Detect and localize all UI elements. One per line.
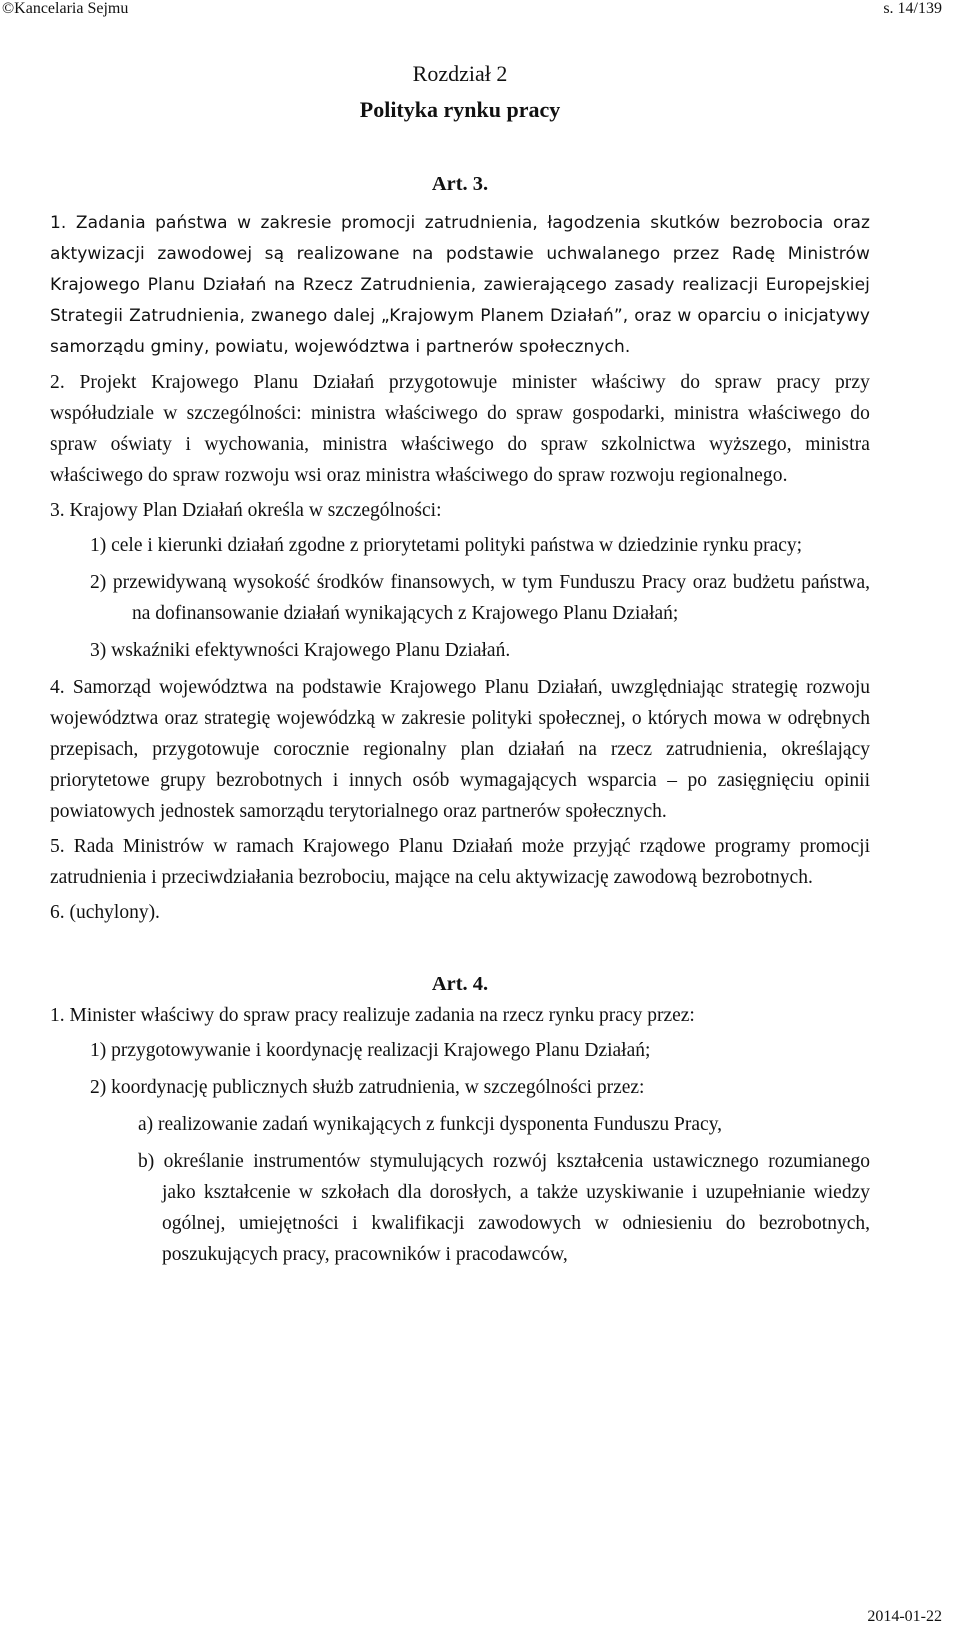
art4-paragraph-1-item-2: 2) koordynację publicznych służb zatrudnienia, w szczególności przez:	[90, 1077, 645, 1098]
article-4-heading: Art. 4.	[431, 973, 489, 995]
art3-paragraph-5: 5. Rada Ministrów w ramach Krajowego Planu Działań może przyjąć rządowe programy promocji zatrudnienia i przeciwdziałania bezrobociu, mające na celu aktywizację zawodową bezrobotnych.	[50, 836, 870, 888]
chapter-title: Polityka rynku pracy	[359, 97, 561, 122]
document-body	[50, 56, 870, 1276]
art3-paragraph-4: 4. Samorząd województwa na podstawie Krajowego Planu Działań, uwzględniając strategię rozwoju województwa oraz strategię wojewódzką w zakresie polityki społecznej, o których mowa w odrębnych przepisach, przygotowuje corocznie regionalny plan działań na rzecz zatrudnienia, określający priorytetowe grupy bezrobotnych i innych osób wymagających wsparcia – po zasięgnięciu opinii powiatowych jednostek samorządu terytorialnego oraz partnerów społecznych.	[50, 677, 870, 822]
document-date: 2014-01-22	[867, 1608, 942, 1625]
art3-paragraph-3: 3. Krajowy Plan Działań określa w szczególności:	[50, 500, 442, 521]
art3-paragraph-1: 1. Zadania państwa w zakresie promocji zatrudnienia, łagodzenia skutków bezrobocia oraz aktywizacji zawodowej są realizowane na podstawie uchwalanego przez Radę Ministrów Krajowego Planu Działań na Rzecz Zatrudnienia, zawierającego zasady realizacji Europejskiej Strategii Zatrudnienia, zwanego dalej „Krajowym Planem Działań”, oraz w oparciu o inicjatywy samorządu gminy, powiatu, województwa i partnerów społecznych.	[50, 213, 870, 357]
art3-paragraph-6: 6. (uchylony).	[50, 902, 160, 923]
art4-paragraph-1: 1. Minister właściwy do spraw pracy realizuje zadania na rzecz rynku pracy przez:	[50, 1005, 695, 1026]
art3-paragraph-3-item-3: 3) wskaźniki efektywności Krajowego Planu Działań.	[90, 640, 511, 661]
publisher-label: ©Kancelaria Sejmu	[2, 0, 129, 17]
art3-paragraph-3-item-2: 2) przewidywaną wysokość środków finansowych, w tym Funduszu Pracy oraz budżetu państwa, na dofinansowanie działań wynikających z Krajowego Planu Działań;	[90, 572, 870, 624]
chapter-label: Rozdział 2	[412, 61, 508, 86]
art4-subitem-a: a) realizowanie zadań wynikających z funkcji dysponenta Funduszu Pracy,	[138, 1114, 723, 1135]
page-number: s. 14/139	[883, 0, 942, 17]
art3-paragraph-2: 2. Projekt Krajowego Planu Działań przygotowuje minister właściwy do spraw pracy przy współudziale w szczególności: ministra właściwego do spraw gospodarki, ministra właściwego do spraw oświaty i wychowania, ministra właściwego do spraw szkolnictwa wyższego, ministra właściwego do spraw rozwoju wsi oraz ministra właściwego do spraw rozwoju regionalnego.	[50, 372, 870, 486]
page-header	[0, 0, 950, 22]
art4-subitem-b: b) określanie instrumentów stymulujących rozwój kształcenia ustawicznego rozumianego jako kształcenie w szkołach dla dorosłych, a także uzyskiwanie i uzupełnianie wiedzy ogólnej, umiejętności i kwalifikacji zawodowych w odniesieniu do bezrobotnych, poszukujących pracy, pracowników i pracodawców,	[138, 1151, 870, 1265]
article-3-heading: Art. 3.	[431, 173, 489, 195]
art4-paragraph-1-item-1: 1) przygotowywanie i koordynację realizacji Krajowego Planu Działań;	[90, 1040, 651, 1061]
art3-paragraph-3-item-1: 1) cele i kierunki działań zgodne z priorytetami polityki państwa w dziedzinie rynku pracy;	[90, 535, 803, 556]
